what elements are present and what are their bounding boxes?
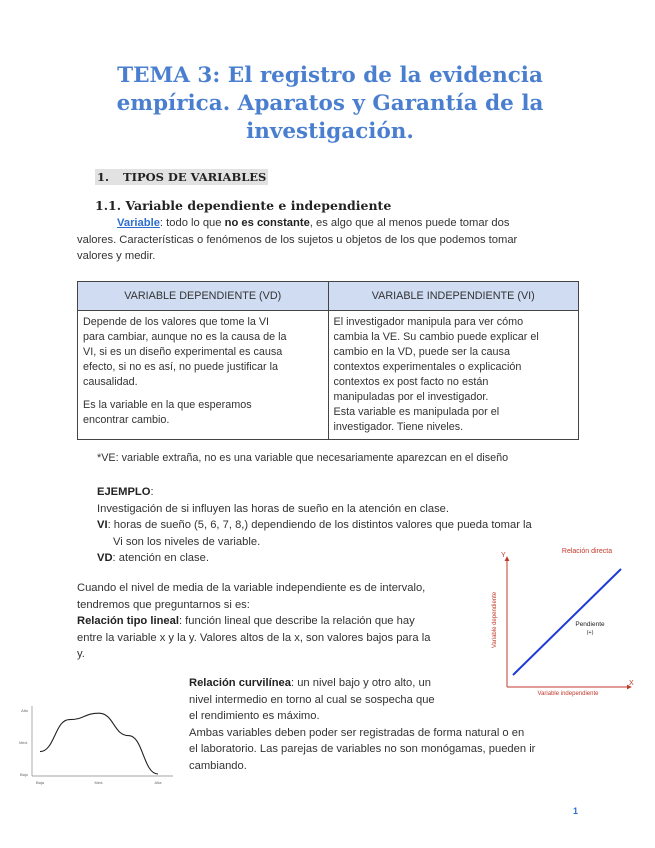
variables-table — [77, 281, 579, 440]
example-vi-2: Vi son los niveles de variable. — [113, 535, 261, 548]
direct-relation-chart — [487, 545, 635, 700]
curvilinear-line-3: el rendimiento es máximo. — [189, 710, 320, 722]
vd-label: VD — [97, 552, 113, 564]
interval-line-4: entre la variable x y la y. Valores altos de la x, son valores bajos para la — [77, 631, 431, 644]
x-axis-label: Variable independiente — [537, 691, 599, 697]
curvilinear-line-2: nivel intermedio en torno al cual se sospecha que — [189, 693, 435, 706]
header-vi: VARIABLE INDEPENDIENTE (VI) — [328, 282, 579, 311]
definition-text: : todo lo que — [159, 217, 225, 229]
curvilinear-chart — [8, 700, 178, 790]
example-line-1: Investigación de si influyen las horas de sueño en la atención en clase. — [97, 502, 450, 515]
definition-line-3: valores y medir. — [77, 250, 156, 262]
section-number: 1. — [97, 170, 110, 184]
interval-line-1: Cuando el nivel de media de la variable independiente es de intervalo, — [77, 582, 426, 594]
slope-annotation: Pendiente — [575, 621, 605, 628]
interval-line-5: y. — [77, 648, 85, 660]
table-header-row — [78, 282, 579, 311]
linear-label: Relación tipo lineal — [77, 615, 179, 627]
y-tick-label: Med. — [19, 740, 28, 745]
vi-line: investigador. Tiene niveles. — [333, 421, 464, 433]
vd-line: Depende de los valores que tome la VI — [83, 316, 270, 328]
y-tick-label: Bajo — [19, 772, 28, 777]
vi-line: contextos ex post facto no están — [333, 376, 489, 388]
y-axis-label: Variable dependiente — [492, 591, 498, 649]
section-label: TIPOS DE VARIABLES — [123, 170, 267, 184]
example-colon: : — [150, 486, 154, 498]
linear-text: : función lineal que describe la relación que hay — [178, 615, 415, 627]
example-vi — [97, 517, 587, 534]
section-heading-tipos — [95, 169, 268, 185]
header-vd: VARIABLE DEPENDIENTE (VD) — [78, 282, 329, 311]
title-line-2: empírica. Aparatos y Garantía de la — [116, 91, 544, 116]
example-heading — [97, 484, 587, 501]
curvilinear-line-6: cambiando. — [189, 759, 247, 772]
interval-paragraph — [77, 580, 482, 663]
page-number: 1 — [573, 806, 579, 816]
vi-line: contextos experimentales o explicación — [333, 361, 522, 373]
vd-text: : atención en clase. — [112, 552, 209, 564]
definition-paragraph — [77, 215, 577, 265]
vi-line: Esta variable es manipulada por el — [333, 406, 500, 418]
vd-line: causalidad. — [83, 376, 138, 388]
example-label: EJEMPLO — [97, 486, 151, 498]
x-tick-label: Alta — [154, 780, 162, 785]
curvilinear-label: Relación curvilínea — [189, 677, 291, 689]
vi-line: manipuladas por el investigador. — [333, 391, 489, 403]
definition-bold: no es constante — [224, 217, 310, 229]
definition-text-2: , es algo que al menos puede tomar dos — [309, 217, 510, 229]
cell-vi — [328, 311, 579, 440]
chart-title: Relación directa — [561, 548, 613, 555]
vd-line: efecto, si no es así, no puede justificar la — [83, 361, 279, 373]
vd-line: Es la variable en la que esperamos — [83, 399, 252, 411]
curvilinear-line-4: Ambas variables deben poder ser registradas de forma natural o en — [189, 726, 525, 739]
vi-line: cambia la VE. Su cambio puede explicar el — [333, 331, 539, 343]
vd-line: encontrar cambio. — [83, 414, 170, 426]
vi-line: cambio en la VD, puede ser la causa — [333, 346, 510, 358]
title-line-1: TEMA 3: El registro de la evidencia — [117, 63, 543, 88]
definition-line-2: valores. Características o fenómenos de los sujetos u objetos de los que podemos tomar — [77, 233, 518, 246]
slope-sign: (+) — [586, 630, 594, 636]
curve-line — [40, 713, 158, 774]
table-row — [78, 311, 579, 440]
vi-text: : horas de sueño (5, 6, 7, 8,) dependiendo de los distintos valores que pueda tomar la — [107, 519, 532, 531]
variable-link[interactable]: Variable — [117, 217, 160, 229]
x-tick-label: Med. — [94, 780, 104, 785]
curvilinear-text: : un nivel bajo y otro alto, un — [290, 677, 431, 689]
cell-vd — [78, 311, 329, 440]
x-axis-letter: X — [629, 680, 634, 687]
y-tick-label: Alto — [21, 708, 28, 713]
vi-line: El investigador manipula para ver cómo — [333, 316, 524, 328]
interval-line-2: tendremos que preguntarnos si es: — [77, 598, 250, 611]
y-axis-letter: Y — [501, 552, 506, 559]
vd-line: para cambiar, aunque no es la causa de la — [83, 331, 287, 343]
ve-note: *VE: variable extraña, no es una variable que necesariamente aparezcan en el diseño — [97, 452, 509, 464]
x-tick-label: Baja — [35, 780, 45, 785]
vd-line: VI, si es un diseño experimental es causa — [83, 346, 283, 358]
subsection-heading: 1.1. Variable dependiente e independiente — [95, 198, 392, 213]
definition-line-1 — [77, 215, 577, 232]
vi-label: VI — [97, 519, 108, 531]
title-line-3: investigación. — [246, 119, 414, 144]
series-line — [513, 569, 621, 675]
page-title — [60, 62, 600, 146]
linear-line — [77, 613, 482, 630]
curvilinear-line-5: el laboratorio. Las parejas de variables no son monógamas, pueden ir — [189, 743, 536, 755]
